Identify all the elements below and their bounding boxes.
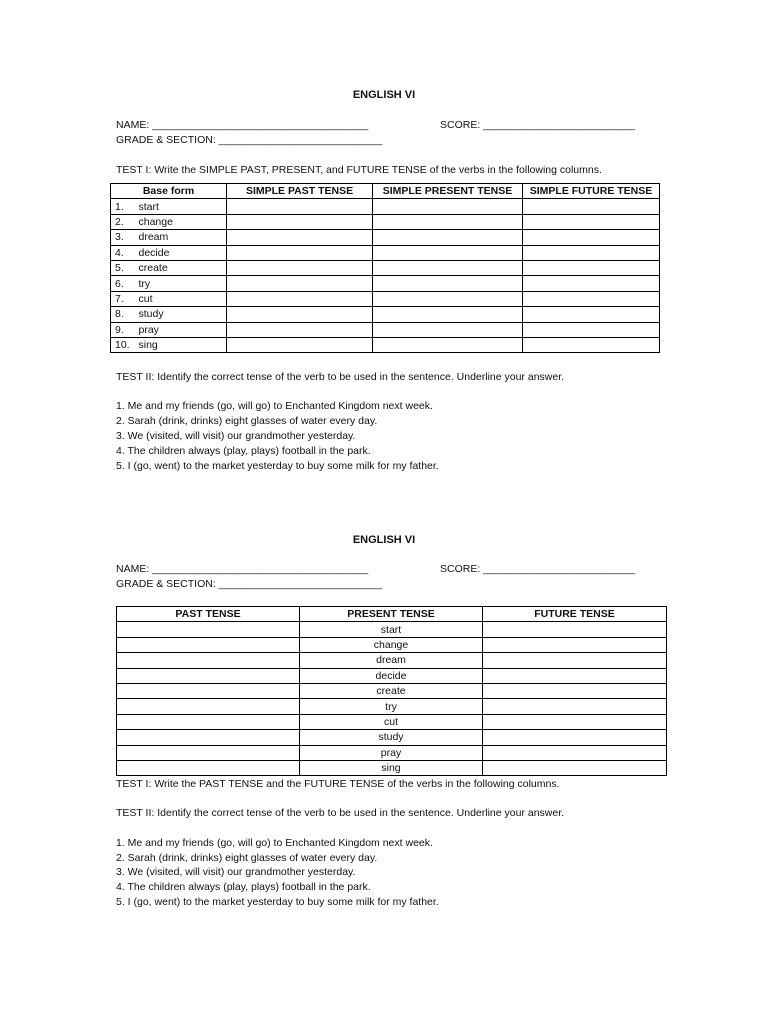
sheet1-sentence-2: 2. Sarah (drink, drinks) eight glasses of water every day. bbox=[116, 415, 378, 427]
table-row bbox=[111, 307, 660, 322]
table-row bbox=[111, 199, 660, 214]
table-row bbox=[117, 653, 667, 668]
past-tense-answer-cell[interactable] bbox=[117, 668, 300, 683]
table-row bbox=[117, 730, 667, 745]
sheet2-score-line: SCORE: __________________________ bbox=[440, 563, 636, 575]
present-tense-verb: try bbox=[300, 699, 483, 714]
sheet1-sentence-5: 5. I (go, went) to the market yesterday to buy some milk for my father. bbox=[116, 460, 439, 472]
future-tense-answer-cell[interactable] bbox=[523, 291, 660, 306]
past-tense-answer-cell[interactable] bbox=[227, 260, 373, 275]
future-tense-answer-cell[interactable] bbox=[523, 322, 660, 337]
future-tense-answer-cell[interactable] bbox=[483, 714, 667, 729]
table-row bbox=[117, 637, 667, 652]
sheet1-verb-table bbox=[110, 183, 660, 353]
past-tense-answer-cell[interactable] bbox=[117, 622, 300, 637]
future-tense-answer-cell[interactable] bbox=[523, 337, 660, 352]
base-verb: start bbox=[135, 199, 227, 214]
sheet2-sentence-1: 1. Me and my friends (go, will go) to Enchanted Kingdom next week. bbox=[116, 837, 433, 849]
past-tense-answer-cell[interactable] bbox=[117, 760, 300, 775]
past-tense-answer-cell[interactable] bbox=[227, 230, 373, 245]
future-tense-answer-cell[interactable] bbox=[523, 260, 660, 275]
sheet1-test1-instruction: TEST I: Write the SIMPLE PAST, PRESENT, and FUTURE TENSE of the verbs in the following columns. bbox=[116, 164, 602, 176]
sheet2-grade-line: GRADE & SECTION: ____________________________ bbox=[116, 578, 383, 590]
sheet1-header-base-form: Base form bbox=[111, 184, 227, 199]
present-tense-answer-cell[interactable] bbox=[373, 307, 523, 322]
sheet1-sentence-3: 3. We (visited, will visit) our grandmother yesterday. bbox=[116, 430, 356, 442]
sheet1-header-present: SIMPLE PRESENT TENSE bbox=[373, 184, 523, 199]
past-tense-answer-cell[interactable] bbox=[117, 683, 300, 698]
row-number: 8. bbox=[111, 307, 135, 322]
sheet2-sentence-4: 4. The children always (play, plays) football in the park. bbox=[116, 881, 371, 893]
base-verb: cut bbox=[135, 291, 227, 306]
sheet2-title: ENGLISH VI bbox=[352, 534, 416, 546]
present-tense-answer-cell[interactable] bbox=[373, 322, 523, 337]
sheet1-header-past: SIMPLE PAST TENSE bbox=[227, 184, 373, 199]
future-tense-answer-cell[interactable] bbox=[483, 699, 667, 714]
base-verb: create bbox=[135, 260, 227, 275]
row-number: 4. bbox=[111, 245, 135, 260]
sheet1-header-future: SIMPLE FUTURE TENSE bbox=[523, 184, 660, 199]
future-tense-answer-cell[interactable] bbox=[523, 199, 660, 214]
table-row bbox=[111, 337, 660, 352]
past-tense-answer-cell[interactable] bbox=[227, 291, 373, 306]
future-tense-answer-cell[interactable] bbox=[523, 230, 660, 245]
sheet1-name-line: NAME: _____________________________________ bbox=[116, 119, 369, 131]
present-tense-answer-cell[interactable] bbox=[373, 276, 523, 291]
sheet1-sentence-4: 4. The children always (play, plays) football in the park. bbox=[116, 445, 371, 457]
table-row bbox=[117, 622, 667, 637]
base-verb: sing bbox=[135, 337, 227, 352]
present-tense-verb: dream bbox=[300, 653, 483, 668]
sheet2-test2-instruction: TEST II: Identify the correct tense of the verb to be used in the sentence. Underline your answer. bbox=[116, 807, 565, 819]
table-row bbox=[111, 245, 660, 260]
base-verb: pray bbox=[135, 322, 227, 337]
row-number: 2. bbox=[111, 214, 135, 229]
present-tense-answer-cell[interactable] bbox=[373, 337, 523, 352]
future-tense-answer-cell[interactable] bbox=[483, 622, 667, 637]
base-verb: decide bbox=[135, 245, 227, 260]
present-tense-verb: change bbox=[300, 637, 483, 652]
future-tense-answer-cell[interactable] bbox=[483, 637, 667, 652]
sheet2-sentence-2: 2. Sarah (drink, drinks) eight glasses of water every day. bbox=[116, 852, 378, 864]
row-number: 1. bbox=[111, 199, 135, 214]
base-verb: dream bbox=[135, 230, 227, 245]
future-tense-answer-cell[interactable] bbox=[483, 683, 667, 698]
sheet2-header-past: PAST TENSE bbox=[117, 607, 300, 622]
sheet2-name-line: NAME: _____________________________________ bbox=[116, 563, 369, 575]
past-tense-answer-cell[interactable] bbox=[227, 199, 373, 214]
sheet2-verb-table bbox=[116, 606, 667, 776]
past-tense-answer-cell[interactable] bbox=[117, 714, 300, 729]
past-tense-answer-cell[interactable] bbox=[117, 730, 300, 745]
row-number: 5. bbox=[111, 260, 135, 275]
row-number: 10. bbox=[111, 337, 135, 352]
past-tense-answer-cell[interactable] bbox=[227, 245, 373, 260]
sheet2-test1-instruction: TEST I: Write the PAST TENSE and the FUTURE TENSE of the verbs in the following columns. bbox=[116, 778, 560, 790]
present-tense-verb: start bbox=[300, 622, 483, 637]
present-tense-verb: decide bbox=[300, 668, 483, 683]
table-row bbox=[111, 322, 660, 337]
row-number: 7. bbox=[111, 291, 135, 306]
table-row bbox=[117, 760, 667, 775]
present-tense-verb: cut bbox=[300, 714, 483, 729]
present-tense-verb: study bbox=[300, 730, 483, 745]
table-row bbox=[117, 714, 667, 729]
past-tense-answer-cell[interactable] bbox=[117, 637, 300, 652]
sheet1-sentence-1: 1. Me and my friends (go, will go) to Enchanted Kingdom next week. bbox=[116, 400, 433, 412]
future-tense-answer-cell[interactable] bbox=[523, 276, 660, 291]
present-tense-verb: sing bbox=[300, 760, 483, 775]
row-number: 9. bbox=[111, 322, 135, 337]
sheet1-test2-instruction: TEST II: Identify the correct tense of the verb to be used in the sentence. Underline your answer. bbox=[116, 371, 565, 383]
table-row bbox=[117, 668, 667, 683]
present-tense-answer-cell[interactable] bbox=[373, 245, 523, 260]
sheet1-grade-line: GRADE & SECTION: ____________________________ bbox=[116, 134, 383, 146]
table-row bbox=[111, 260, 660, 275]
future-tense-answer-cell[interactable] bbox=[483, 653, 667, 668]
base-verb: change bbox=[135, 214, 227, 229]
sheet2-sentence-3: 3. We (visited, will visit) our grandmother yesterday. bbox=[116, 866, 356, 878]
table-row bbox=[111, 291, 660, 306]
future-tense-answer-cell[interactable] bbox=[523, 214, 660, 229]
past-tense-answer-cell[interactable] bbox=[227, 337, 373, 352]
table-row bbox=[111, 214, 660, 229]
future-tense-answer-cell[interactable] bbox=[483, 668, 667, 683]
past-tense-answer-cell[interactable] bbox=[227, 322, 373, 337]
future-tense-answer-cell[interactable] bbox=[483, 760, 667, 775]
future-tense-answer-cell[interactable] bbox=[523, 245, 660, 260]
present-tense-answer-cell[interactable] bbox=[373, 214, 523, 229]
table-row bbox=[111, 230, 660, 245]
past-tense-answer-cell[interactable] bbox=[117, 745, 300, 760]
table-row bbox=[111, 276, 660, 291]
row-number: 6. bbox=[111, 276, 135, 291]
sheet1-title: ENGLISH VI bbox=[352, 89, 416, 101]
past-tense-answer-cell[interactable] bbox=[117, 699, 300, 714]
table-row bbox=[117, 745, 667, 760]
future-tense-answer-cell[interactable] bbox=[483, 745, 667, 760]
table-row bbox=[117, 699, 667, 714]
sheet2-header-future: FUTURE TENSE bbox=[483, 607, 667, 622]
base-verb: study bbox=[135, 307, 227, 322]
past-tense-answer-cell[interactable] bbox=[117, 653, 300, 668]
table-row bbox=[117, 683, 667, 698]
present-tense-answer-cell[interactable] bbox=[373, 230, 523, 245]
present-tense-answer-cell[interactable] bbox=[373, 260, 523, 275]
sheet2-sentence-5: 5. I (go, went) to the market yesterday to buy some milk for my father. bbox=[116, 896, 439, 908]
future-tense-answer-cell[interactable] bbox=[483, 730, 667, 745]
sheet2-header-present: PRESENT TENSE bbox=[300, 607, 483, 622]
sheet1-score-line: SCORE: __________________________ bbox=[440, 119, 636, 131]
past-tense-answer-cell[interactable] bbox=[227, 307, 373, 322]
present-tense-verb: pray bbox=[300, 745, 483, 760]
present-tense-verb: create bbox=[300, 683, 483, 698]
past-tense-answer-cell[interactable] bbox=[227, 276, 373, 291]
present-tense-answer-cell[interactable] bbox=[373, 291, 523, 306]
future-tense-answer-cell[interactable] bbox=[523, 307, 660, 322]
row-number: 3. bbox=[111, 230, 135, 245]
present-tense-answer-cell[interactable] bbox=[373, 199, 523, 214]
base-verb: try bbox=[135, 276, 227, 291]
past-tense-answer-cell[interactable] bbox=[227, 214, 373, 229]
